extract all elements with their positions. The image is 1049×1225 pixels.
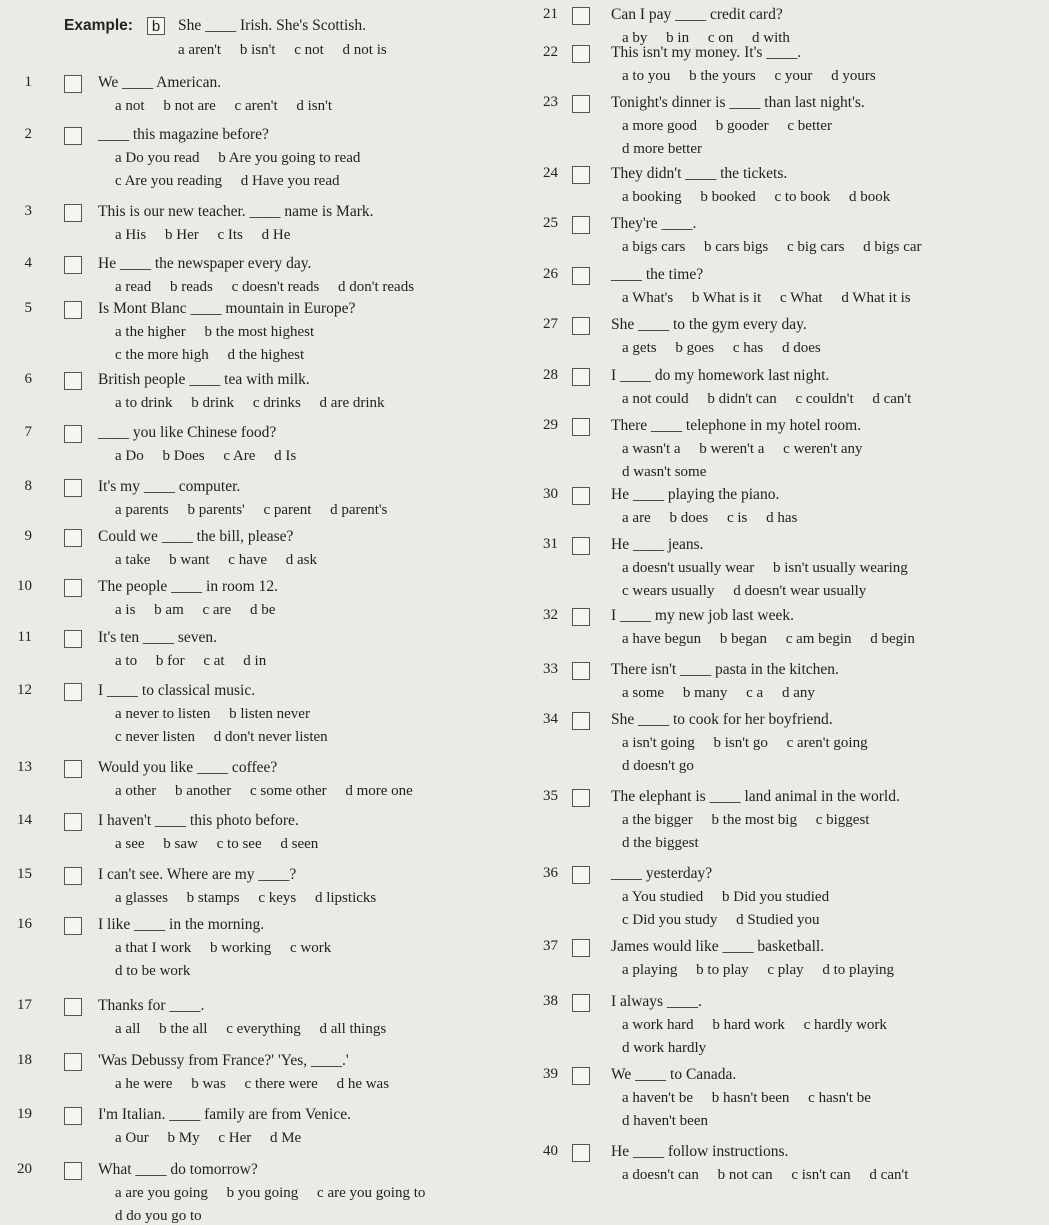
answer-box[interactable] bbox=[64, 1053, 82, 1071]
question-number: 37 bbox=[543, 938, 558, 954]
answer-box[interactable] bbox=[572, 418, 590, 436]
answer-box[interactable] bbox=[64, 683, 82, 701]
question-stem: I always ____. bbox=[611, 993, 702, 1010]
question-stem: 'Was Debussy from France?' 'Yes, ____.' bbox=[98, 1052, 349, 1069]
question-number: 4 bbox=[24, 255, 32, 271]
answer-box[interactable] bbox=[572, 7, 590, 25]
answer-options: c the more high d the highest bbox=[115, 347, 305, 363]
answer-options: a glasses b stamps c keys d lipsticks bbox=[115, 890, 377, 906]
answer-options: a not could b didn't can c couldn't d can't bbox=[622, 391, 912, 407]
answer-options: d more better bbox=[622, 141, 702, 157]
answer-options: a see b saw c to see d seen bbox=[115, 836, 319, 852]
answer-options: c Did you study d Studied you bbox=[622, 912, 820, 928]
question-stem: James would like ____ basketball. bbox=[611, 938, 825, 955]
answer-options: a is b am c are d be bbox=[115, 602, 276, 618]
answer-options: a His b Her c Its d He bbox=[115, 227, 291, 243]
answer-options: a to drink b drink c drinks d are drink bbox=[115, 395, 385, 411]
question-number: 18 bbox=[17, 1052, 32, 1068]
answer-options: a wasn't a b weren't a c weren't any bbox=[622, 441, 863, 457]
answer-options: d do you go to bbox=[115, 1208, 202, 1224]
answer-options: d work hardly bbox=[622, 1040, 707, 1056]
question-number: 31 bbox=[543, 536, 558, 552]
answer-box[interactable] bbox=[64, 1162, 82, 1180]
answer-options: a not b not are c aren't d isn't bbox=[115, 98, 333, 114]
answer-box[interactable] bbox=[572, 712, 590, 730]
answer-options: a doesn't usually wear b isn't usually wearing bbox=[622, 560, 908, 576]
question-stem: ____ the time? bbox=[611, 266, 704, 283]
answer-options: a other b another c some other d more one bbox=[115, 783, 413, 799]
question-stem: This is our new teacher. ____ name is Mark. bbox=[98, 203, 374, 220]
question-stem: The people ____ in room 12. bbox=[98, 578, 278, 595]
answer-box[interactable] bbox=[572, 95, 590, 113]
question-number: 36 bbox=[543, 865, 558, 881]
answer-options: a the bigger b the most big c biggest bbox=[622, 812, 870, 828]
question-stem: I haven't ____ this photo before. bbox=[98, 812, 299, 829]
answer-options: a Do b Does c Are d Is bbox=[115, 448, 297, 464]
question-number: 6 bbox=[24, 371, 32, 387]
answer-options: a that I work b working c work bbox=[115, 940, 332, 956]
example-options: a aren't b isn't c not d not is bbox=[178, 42, 387, 58]
question-number: 33 bbox=[543, 661, 558, 677]
question-number: 30 bbox=[543, 486, 558, 502]
question-number: 5 bbox=[24, 300, 32, 316]
answer-options: a gets b goes c has d does bbox=[622, 340, 821, 356]
answer-options: a have begun b began c am begin d begin bbox=[622, 631, 915, 647]
answer-box[interactable] bbox=[572, 1067, 590, 1085]
question-stem: It's ten ____ seven. bbox=[98, 629, 218, 646]
answer-options: a are you going b you going c are you going to bbox=[115, 1185, 426, 1201]
question-stem: Can I pay ____ credit card? bbox=[611, 6, 783, 23]
question-number: 39 bbox=[543, 1066, 558, 1082]
answer-options: c wears usually d doesn't wear usually bbox=[622, 583, 867, 599]
answer-box[interactable] bbox=[572, 537, 590, 555]
answer-box[interactable] bbox=[64, 425, 82, 443]
question-stem: ____ yesterday? bbox=[611, 865, 713, 882]
answer-options: a playing b to play c play d to playing bbox=[622, 962, 895, 978]
answer-box[interactable] bbox=[64, 127, 82, 145]
answer-box[interactable] bbox=[572, 267, 590, 285]
answer-options: c never listen d don't never listen bbox=[115, 729, 328, 745]
question-number: 25 bbox=[543, 215, 558, 231]
answer-options: a doesn't can b not can c isn't can d can't bbox=[622, 1167, 909, 1183]
question-stem: He ____ jeans. bbox=[611, 536, 704, 553]
question-number: 32 bbox=[543, 607, 558, 623]
question-stem: They didn't ____ the tickets. bbox=[611, 165, 788, 182]
question-stem: Could we ____ the bill, please? bbox=[98, 528, 294, 545]
question-stem: There ____ telephone in my hotel room. bbox=[611, 417, 862, 434]
question-stem: We ____ American. bbox=[98, 74, 222, 91]
example-label: Example: bbox=[64, 17, 133, 34]
answer-options: a work hard b hard work c hardly work bbox=[622, 1017, 887, 1033]
answer-box[interactable] bbox=[64, 479, 82, 497]
answer-options: a the higher b the most highest bbox=[115, 324, 315, 340]
question-number: 21 bbox=[543, 6, 558, 22]
answer-box[interactable] bbox=[64, 998, 82, 1016]
answer-box[interactable] bbox=[64, 75, 82, 93]
answer-options: a he were b was c there were d he was bbox=[115, 1076, 390, 1092]
question-number: 13 bbox=[17, 759, 32, 775]
question-stem: Tonight's dinner is ____ than last night's. bbox=[611, 94, 865, 111]
answer-box[interactable] bbox=[572, 866, 590, 884]
question-stem: I ____ do my homework last night. bbox=[611, 367, 830, 384]
question-stem: ____ this magazine before? bbox=[98, 126, 269, 143]
answer-options: a Our b My c Her d Me bbox=[115, 1130, 302, 1146]
question-number: 17 bbox=[17, 997, 32, 1013]
answer-options: a isn't going b isn't go c aren't going bbox=[622, 735, 868, 751]
question-stem: It's my ____ computer. bbox=[98, 478, 241, 495]
answer-box[interactable] bbox=[572, 608, 590, 626]
answer-box[interactable] bbox=[64, 579, 82, 597]
question-stem: She ____ to cook for her boyfriend. bbox=[611, 711, 833, 728]
question-stem: Is Mont Blanc ____ mountain in Europe? bbox=[98, 300, 356, 317]
question-stem: He ____ playing the piano. bbox=[611, 486, 780, 503]
question-stem: What ____ do tomorrow? bbox=[98, 1161, 258, 1178]
answer-box[interactable] bbox=[64, 301, 82, 319]
answer-box[interactable] bbox=[64, 630, 82, 648]
question-number: 7 bbox=[24, 424, 32, 440]
question-number: 28 bbox=[543, 367, 558, 383]
question-stem: I can't see. Where are my ____? bbox=[98, 866, 297, 883]
answer-options: d doesn't go bbox=[622, 758, 694, 774]
answer-options: d haven't been bbox=[622, 1113, 709, 1129]
answer-box[interactable] bbox=[572, 1144, 590, 1162]
question-stem: We ____ to Canada. bbox=[611, 1066, 737, 1083]
answer-box[interactable] bbox=[572, 662, 590, 680]
question-number: 27 bbox=[543, 316, 558, 332]
answer-box[interactable] bbox=[572, 216, 590, 234]
answer-box[interactable] bbox=[64, 760, 82, 778]
question-number: 10 bbox=[17, 578, 32, 594]
question-number: 35 bbox=[543, 788, 558, 804]
answer-options: a never to listen b listen never bbox=[115, 706, 310, 722]
answer-box[interactable] bbox=[64, 372, 82, 390]
question-number: 1 bbox=[24, 74, 32, 90]
answer-options: a bigs cars b cars bigs c big cars d bigs car bbox=[622, 239, 922, 255]
question-stem: He ____ the newspaper every day. bbox=[98, 255, 312, 272]
question-number: 8 bbox=[24, 478, 32, 494]
question-stem: The elephant is ____ land animal in the world. bbox=[611, 788, 900, 805]
question-stem: Would you like ____ coffee? bbox=[98, 759, 278, 776]
answer-box[interactable] bbox=[64, 204, 82, 222]
answer-options: c Are you reading d Have you read bbox=[115, 173, 340, 189]
question-number: 34 bbox=[543, 711, 558, 727]
question-stem: There isn't ____ pasta in the kitchen. bbox=[611, 661, 839, 678]
question-number: 19 bbox=[17, 1106, 32, 1122]
question-number: 40 bbox=[543, 1143, 558, 1159]
answer-options: a are b does c is d has bbox=[622, 510, 798, 526]
answer-options: a booking b booked c to book d book bbox=[622, 189, 891, 205]
question-stem: This isn't my money. It's ____. bbox=[611, 44, 802, 61]
question-stem: I ____ to classical music. bbox=[98, 682, 256, 699]
answer-options: a haven't be b hasn't been c hasn't be bbox=[622, 1090, 871, 1106]
answer-options: a some b many c a d any bbox=[622, 685, 815, 701]
question-number: 22 bbox=[543, 44, 558, 60]
question-stem: She ____ to the gym every day. bbox=[611, 316, 807, 333]
question-stem: They're ____. bbox=[611, 215, 697, 232]
answer-options: d wasn't some bbox=[622, 464, 707, 480]
example-stem: She ____ Irish. She's Scottish. bbox=[178, 17, 366, 34]
answer-box[interactable] bbox=[64, 813, 82, 831]
answer-options: d to be work bbox=[115, 963, 191, 979]
question-number: 29 bbox=[543, 417, 558, 433]
answer-options: a all b the all c everything d all things bbox=[115, 1021, 387, 1037]
question-number: 20 bbox=[17, 1161, 32, 1177]
question-number: 3 bbox=[24, 203, 32, 219]
answer-box[interactable] bbox=[572, 166, 590, 184]
answer-box[interactable] bbox=[572, 487, 590, 505]
question-stem: He ____ follow instructions. bbox=[611, 1143, 789, 1160]
answer-options: a What's b What is it c What d What it is bbox=[622, 290, 911, 306]
example-answer-box: b bbox=[147, 17, 165, 35]
question-number: 12 bbox=[17, 682, 32, 698]
question-number: 23 bbox=[543, 94, 558, 110]
answer-options: a take b want c have d ask bbox=[115, 552, 318, 568]
answer-options: a parents b parents' c parent d parent's bbox=[115, 502, 388, 518]
answer-box[interactable] bbox=[64, 256, 82, 274]
answer-options: a to b for c at d in bbox=[115, 653, 267, 669]
question-number: 26 bbox=[543, 266, 558, 282]
question-stem: Thanks for ____. bbox=[98, 997, 205, 1014]
answer-options: a more good b gooder c better bbox=[622, 118, 832, 134]
answer-box[interactable] bbox=[572, 939, 590, 957]
answer-box[interactable] bbox=[64, 917, 82, 935]
answer-box[interactable] bbox=[64, 529, 82, 547]
answer-box[interactable] bbox=[572, 789, 590, 807]
question-number: 9 bbox=[24, 528, 32, 544]
question-number: 38 bbox=[543, 993, 558, 1009]
question-stem: British people ____ tea with milk. bbox=[98, 371, 310, 388]
question-stem: I like ____ in the morning. bbox=[98, 916, 265, 933]
question-number: 2 bbox=[24, 126, 32, 142]
answer-options: a read b reads c doesn't reads d don't reads bbox=[115, 279, 415, 295]
question-number: 24 bbox=[543, 165, 558, 181]
question-number: 11 bbox=[17, 629, 32, 645]
answer-options: a Do you read b Are you going to read bbox=[115, 150, 361, 166]
question-stem: ____ you like Chinese food? bbox=[98, 424, 277, 441]
answer-box[interactable] bbox=[64, 1107, 82, 1125]
question-stem: I ____ my new job last week. bbox=[611, 607, 794, 624]
answer-box[interactable] bbox=[572, 317, 590, 335]
question-number: 14 bbox=[17, 812, 32, 828]
answer-options: a You studied b Did you studied bbox=[622, 889, 830, 905]
answer-box[interactable] bbox=[572, 994, 590, 1012]
answer-box[interactable] bbox=[64, 867, 82, 885]
answer-options: a by b in c on d with bbox=[622, 30, 790, 46]
answer-options: a to you b the yours c your d yours bbox=[622, 68, 876, 84]
answer-box[interactable] bbox=[572, 45, 590, 63]
answer-box[interactable] bbox=[572, 368, 590, 386]
answer-options: d the biggest bbox=[622, 835, 699, 851]
question-number: 15 bbox=[17, 866, 32, 882]
question-number: 16 bbox=[17, 916, 32, 932]
question-stem: I'm Italian. ____ family are from Venice. bbox=[98, 1106, 352, 1123]
